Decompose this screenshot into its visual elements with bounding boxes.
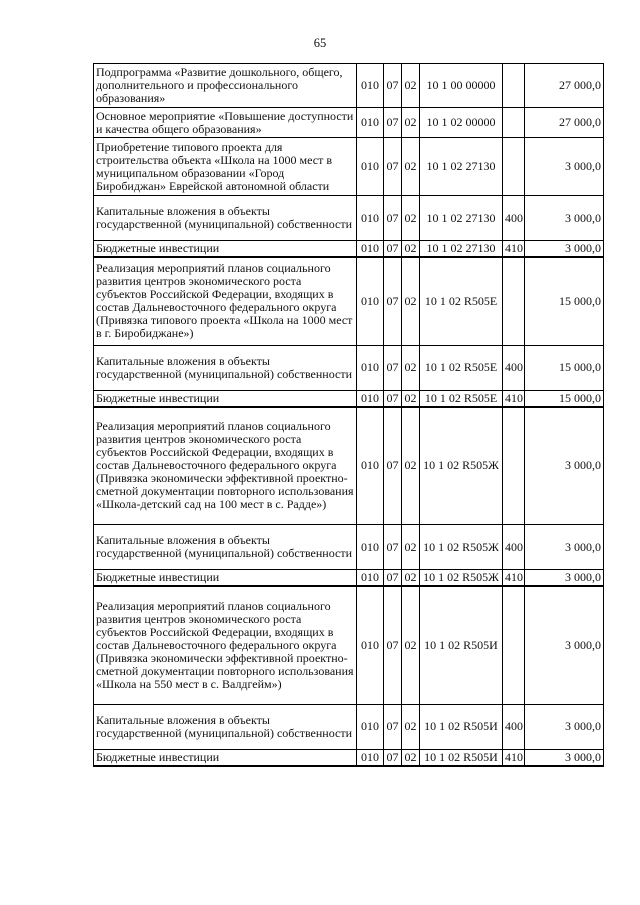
section-code: 07 (384, 525, 402, 570)
section-code: 07 (384, 586, 402, 704)
grbs-code: 010 (357, 704, 384, 749)
amount: 3 000,0 (525, 704, 604, 749)
table-body (94, 64, 604, 766)
amount: 27 000,0 (525, 108, 604, 138)
amount: 3 000,0 (525, 749, 604, 766)
item-name: Бюджетные инвестиции (94, 390, 357, 407)
budget-table (93, 63, 604, 767)
grbs-code: 010 (357, 138, 384, 196)
expense-type-code: 410 (503, 749, 525, 766)
section-code: 07 (384, 704, 402, 749)
table-row (94, 407, 604, 525)
subsection-code: 02 (402, 407, 420, 525)
grbs-code: 010 (357, 257, 384, 345)
expense-type-code: 400 (503, 345, 525, 390)
amount: 15 000,0 (525, 345, 604, 390)
expense-type-code: 400 (503, 704, 525, 749)
amount: 27 000,0 (525, 64, 604, 108)
table-row (94, 390, 604, 407)
item-name: Реализация мероприятий планов социального развития центров экономического роста субъектов Российской Федерации, входящих в состав Дальневосточного федерального округа (Привязка экономически эффективной проектно-сметной документации повторного использования «Школа-детский сад на 100 мест в с. Радде») (94, 407, 357, 525)
target-article-code: 10 1 02 R505И (420, 749, 503, 766)
subsection-code: 02 (402, 704, 420, 749)
target-article-code: 10 1 02 R505Ж (420, 570, 503, 587)
section-code: 07 (384, 257, 402, 345)
section-code: 07 (384, 749, 402, 766)
table-row (94, 64, 604, 108)
item-name: Бюджетные инвестиции (94, 570, 357, 587)
target-article-code: 10 1 02 R505Ж (420, 407, 503, 525)
grbs-code: 010 (357, 525, 384, 570)
table-row (94, 241, 604, 258)
item-name: Приобретение типового проекта для строительства объекта «Школа на 1000 мест в муниципальном образовании «Город Биробиджан» Еврейской автономной области (94, 138, 357, 196)
target-article-code: 10 1 02 R505Ж (420, 525, 503, 570)
grbs-code: 010 (357, 345, 384, 390)
subsection-code: 02 (402, 345, 420, 390)
item-name: Капитальные вложения в объекты государственной (муниципальной) собственности (94, 525, 357, 570)
grbs-code: 010 (357, 749, 384, 766)
amount: 3 000,0 (525, 407, 604, 525)
grbs-code: 010 (357, 407, 384, 525)
expense-type-code (503, 64, 525, 108)
subsection-code: 02 (402, 196, 420, 241)
subsection-code: 02 (402, 390, 420, 407)
item-name: Реализация мероприятий планов социального развития центров экономического роста субъектов Российской Федерации, входящих в состав Дальневосточного федерального округа (Привязка типового проекта «Школа на 1000 мест в г. Биробиджане») (94, 257, 357, 345)
subsection-code: 02 (402, 749, 420, 766)
item-name: Капитальные вложения в объекты государственной (муниципальной) собственности (94, 345, 357, 390)
expense-type-code (503, 407, 525, 525)
amount: 15 000,0 (525, 257, 604, 345)
expense-type-code: 400 (503, 196, 525, 241)
table-row (94, 345, 604, 390)
section-code: 07 (384, 570, 402, 587)
table-row (94, 196, 604, 241)
target-article-code: 10 1 02 R505И (420, 586, 503, 704)
grbs-code: 010 (357, 196, 384, 241)
subsection-code: 02 (402, 108, 420, 138)
expense-type-code (503, 257, 525, 345)
expense-type-code: 410 (503, 241, 525, 258)
grbs-code: 010 (357, 241, 384, 258)
section-code: 07 (384, 407, 402, 525)
subsection-code: 02 (402, 241, 420, 258)
grbs-code: 010 (357, 64, 384, 108)
target-article-code: 10 1 02 27130 (420, 196, 503, 241)
amount: 3 000,0 (525, 525, 604, 570)
target-article-code: 10 1 00 00000 (420, 64, 503, 108)
item-name: Бюджетные инвестиции (94, 749, 357, 766)
item-name: Капитальные вложения в объекты государственной (муниципальной) собственности (94, 196, 357, 241)
grbs-code: 010 (357, 108, 384, 138)
target-article-code: 10 1 02 27130 (420, 241, 503, 258)
amount: 3 000,0 (525, 138, 604, 196)
table-row (94, 525, 604, 570)
section-code: 07 (384, 108, 402, 138)
target-article-code: 10 1 02 00000 (420, 108, 503, 138)
section-code: 07 (384, 64, 402, 108)
table-row (94, 749, 604, 766)
expense-type-code (503, 586, 525, 704)
table-row (94, 108, 604, 138)
table-row (94, 586, 604, 704)
target-article-code: 10 1 02 R505E (420, 390, 503, 407)
subsection-code: 02 (402, 586, 420, 704)
target-article-code: 10 1 02 27130 (420, 138, 503, 196)
expense-type-code (503, 108, 525, 138)
item-name: Бюджетные инвестиции (94, 241, 357, 258)
table-row (94, 257, 604, 345)
section-code: 07 (384, 138, 402, 196)
item-name: Реализация мероприятий планов социального развития центров экономического роста субъектов Российской Федерации, входящих в состав Дальневосточного федерального округа (Привязка экономически эффективной проектно-сметной документации повторного использования «Школа на 550 мест в с. Валдгейм») (94, 586, 357, 704)
table-row (94, 704, 604, 749)
subsection-code: 02 (402, 525, 420, 570)
subsection-code: 02 (402, 570, 420, 587)
amount: 3 000,0 (525, 241, 604, 258)
item-name: Подпрограмма «Развитие дошкольного, общего, дополнительного и профессионального образования» (94, 64, 357, 108)
section-code: 07 (384, 196, 402, 241)
grbs-code: 010 (357, 586, 384, 704)
expense-type-code: 400 (503, 525, 525, 570)
expense-type-code (503, 138, 525, 196)
item-name: Основное мероприятие «Повышение доступности и качества общего образования» (94, 108, 357, 138)
amount: 3 000,0 (525, 586, 604, 704)
section-code: 07 (384, 241, 402, 258)
subsection-code: 02 (402, 64, 420, 108)
subsection-code: 02 (402, 138, 420, 196)
amount: 3 000,0 (525, 570, 604, 587)
grbs-code: 010 (357, 570, 384, 587)
amount: 15 000,0 (525, 390, 604, 407)
grbs-code: 010 (357, 390, 384, 407)
section-code: 07 (384, 345, 402, 390)
target-article-code: 10 1 02 R505E (420, 345, 503, 390)
amount: 3 000,0 (525, 196, 604, 241)
expense-type-code: 410 (503, 390, 525, 407)
table-row (94, 138, 604, 196)
section-code: 07 (384, 390, 402, 407)
target-article-code: 10 1 02 R505E (420, 257, 503, 345)
target-article-code: 10 1 02 R505И (420, 704, 503, 749)
subsection-code: 02 (402, 257, 420, 345)
item-name: Капитальные вложения в объекты государственной (муниципальной) собственности (94, 704, 357, 749)
expense-type-code: 410 (503, 570, 525, 587)
page-number: 65 (313, 36, 327, 50)
table-row (94, 570, 604, 587)
